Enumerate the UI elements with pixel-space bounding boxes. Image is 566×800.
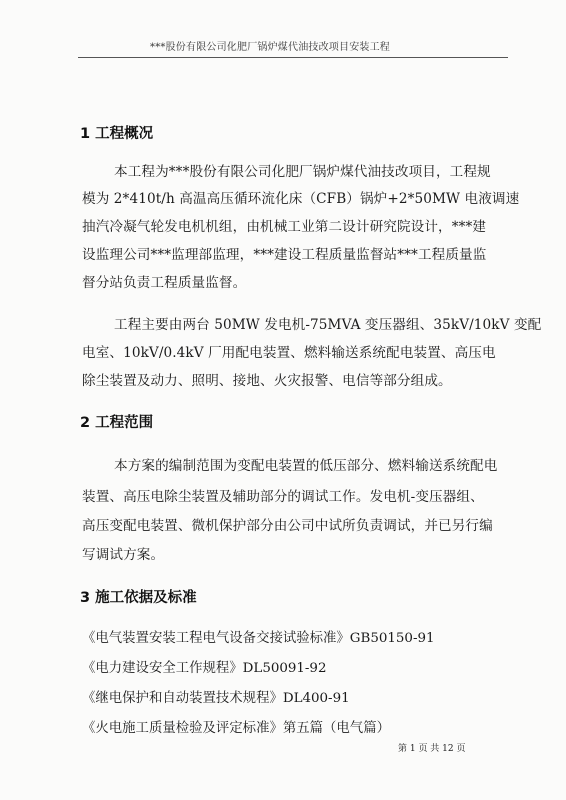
paragraph-line: 本工程为***股份有限公司化肥厂锅炉煤代油技改项目，工程规 xyxy=(114,164,491,180)
paragraph-line: 电室、10kV/0.4kV 厂用配电装置、燃料输送系统配电装置、高压电 xyxy=(82,345,496,361)
reference-item: 《电气装置安装工程电气设备交接试验标准》GB50150-91 xyxy=(82,631,435,646)
reference-item: 《电力建设安全工作规程》DL50091-92 xyxy=(82,661,327,676)
paragraph-line: 装置、高压电除尘装置及辅助部分的调试工作。发电机-变压器组、 xyxy=(82,489,484,505)
paragraph-line: 写调试方案。 xyxy=(82,547,165,563)
reference-item: 《火电施工质量检验及评定标准》第五篇（电气篇） xyxy=(82,721,390,736)
header-rule xyxy=(78,57,508,58)
reference-item: 《继电保护和自动装置技术规程》DL400-91 xyxy=(82,691,350,706)
paragraph-line: 设监理公司***监理部监理，***建设工程质量监督站***工程质量监 xyxy=(82,247,487,263)
paragraph-line: 除尘装置及动力、照明、接地、火灾报警、电信等部分组成。 xyxy=(82,373,452,389)
section-heading-2: 2 工程范围 xyxy=(80,415,154,431)
paragraph-line: 模为 2*410t/h 高温高压循环流化床（CFB）锅炉+2*50MW 电液调速 xyxy=(82,191,520,207)
paragraph-line: 督分站负责工程质量监督。 xyxy=(82,275,247,291)
page-header: ***股份有限公司化肥厂锅炉煤代油技改项目安装工程 xyxy=(150,42,390,53)
page-number-footer: 第 1 页 共 12 页 xyxy=(398,744,466,754)
paragraph-line: 工程主要由两台 50MW 发电机-75MVA 变压器组、35kV/10kV 变配 xyxy=(114,317,542,333)
paragraph-line: 本方案的编制范围为变配电装置的低压部分、燃料输送系统配电 xyxy=(114,458,498,474)
paragraph-line: 抽汽冷凝气轮发电机机组，由机械工业第二设计研究院设计，***建 xyxy=(82,219,487,235)
section-heading-3: 3 施工依据及标准 xyxy=(80,590,197,606)
section-heading-1: 1 工程概况 xyxy=(80,126,154,142)
paragraph-line: 高压变配电装置、微机保护部分由公司中试所负责调试，并已另行编 xyxy=(82,518,493,534)
